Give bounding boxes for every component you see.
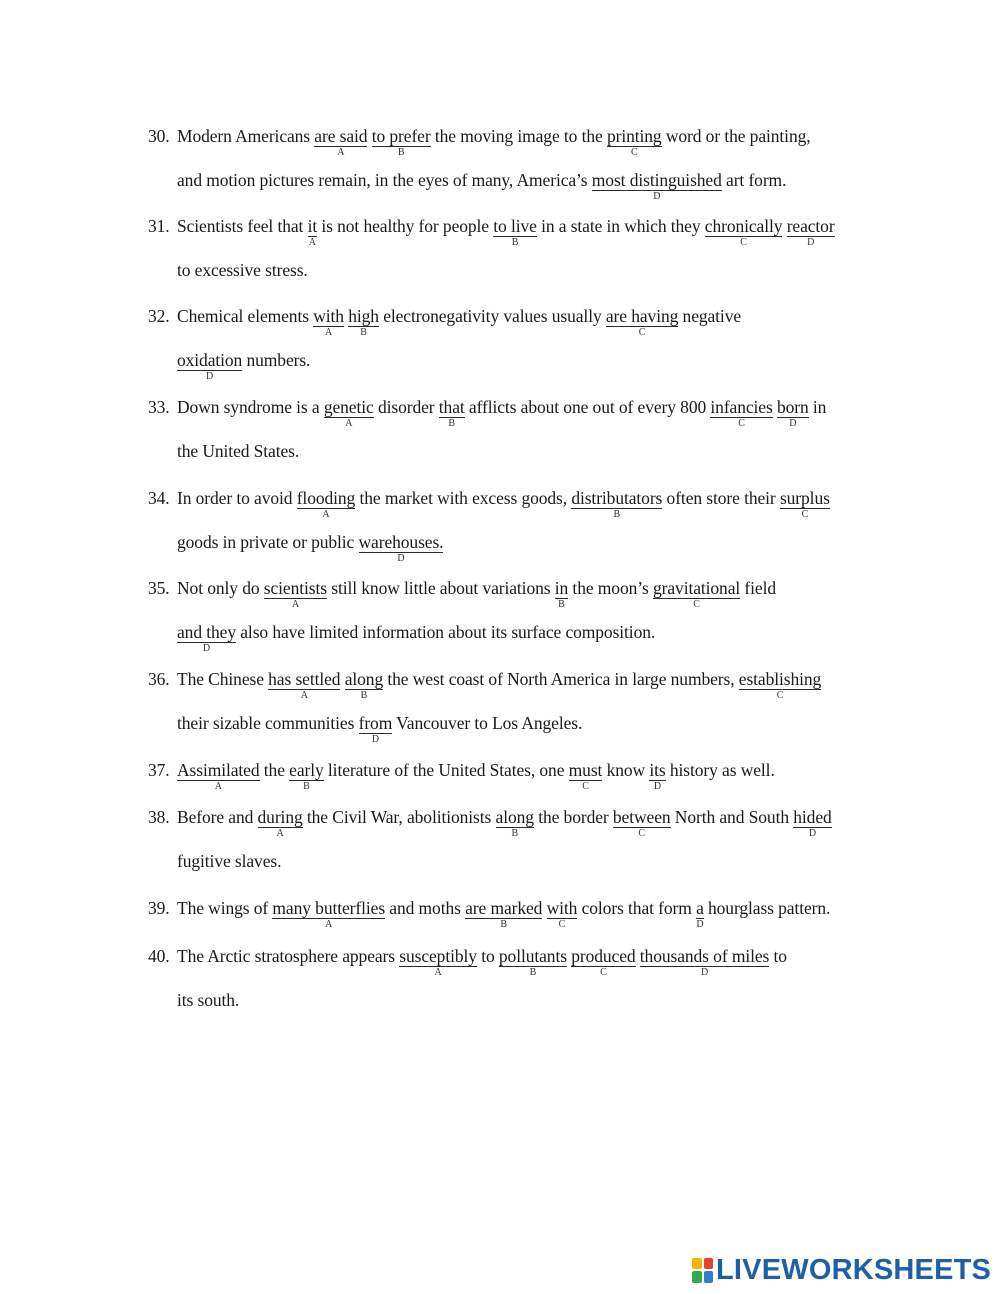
question-text: afflicts about one out of every 800 xyxy=(464,397,711,417)
question-text: North and South xyxy=(670,807,794,827)
option-text: genetic xyxy=(323,397,374,417)
question-line xyxy=(148,669,918,713)
question-number: 31. xyxy=(148,216,170,236)
question-line xyxy=(148,170,918,214)
question-39 xyxy=(148,898,918,942)
option-text: from xyxy=(358,713,393,733)
question-number: 33. xyxy=(148,397,170,417)
option-text: warehouses. xyxy=(358,532,444,552)
question-line xyxy=(148,578,918,622)
option-text: along xyxy=(495,807,534,827)
option-letter: A xyxy=(291,599,299,610)
question-number: 30. xyxy=(148,126,170,146)
question-37 xyxy=(148,760,918,804)
option-text: it xyxy=(307,216,318,236)
option-text: thousands of miles xyxy=(639,946,770,966)
answer-option-a[interactable] xyxy=(272,898,386,930)
question-text: in xyxy=(808,397,827,417)
option-text: a xyxy=(696,898,704,918)
question-text: to xyxy=(769,946,787,966)
option-letter: D xyxy=(371,734,379,745)
option-letter: B xyxy=(360,690,368,701)
question-line xyxy=(148,713,918,757)
question-text: to xyxy=(476,946,499,966)
answer-option-a[interactable] xyxy=(177,760,260,792)
option-letter: A xyxy=(308,237,316,248)
answer-option-a[interactable] xyxy=(296,488,356,520)
question-text: the moon’s xyxy=(568,578,653,598)
question-text: know xyxy=(602,760,650,780)
option-letter: D xyxy=(653,191,661,202)
option-text: are marked xyxy=(465,898,543,918)
question-30 xyxy=(148,126,918,214)
question-40 xyxy=(148,946,918,1034)
option-text: produced xyxy=(571,946,636,966)
question-text: Modern Americans xyxy=(177,126,315,146)
answer-option-a[interactable] xyxy=(268,669,341,701)
option-letter: C xyxy=(638,828,645,839)
question-number: 35. xyxy=(148,578,170,598)
question-text: The Chinese xyxy=(177,669,269,689)
answer-option-b[interactable] xyxy=(495,807,534,839)
question-line xyxy=(148,898,918,942)
question-text: Not only do xyxy=(177,578,264,598)
option-letter: B xyxy=(500,919,507,930)
answer-option-c[interactable] xyxy=(704,216,783,248)
question-text: the United States. xyxy=(177,441,300,461)
option-text: with xyxy=(313,306,344,326)
answer-option-b[interactable] xyxy=(465,898,543,930)
question-text: and moths xyxy=(385,898,466,918)
answer-option-b[interactable] xyxy=(554,578,569,610)
option-letter: A xyxy=(325,919,333,930)
answer-option-b[interactable] xyxy=(371,126,431,158)
answer-option-d[interactable] xyxy=(793,807,832,839)
question-text: In order to avoid xyxy=(177,488,297,508)
question-text: Chemical elements xyxy=(177,306,314,326)
option-letter: A xyxy=(325,327,333,338)
question-text: the market with excess goods, xyxy=(355,488,572,508)
option-text: with xyxy=(546,898,578,918)
option-text: scientists xyxy=(263,578,327,598)
question-text: goods in private or public xyxy=(177,532,359,552)
question-text: and motion pictures remain, in the eyes of many, America’s xyxy=(177,170,592,190)
question-text: in a state in which they xyxy=(536,216,705,236)
option-letter: C xyxy=(558,919,566,930)
question-text: fugitive slaves. xyxy=(177,851,282,871)
question-32 xyxy=(148,306,918,394)
answer-option-a[interactable] xyxy=(323,397,374,429)
question-line xyxy=(148,216,918,260)
answer-option-d[interactable] xyxy=(786,216,835,248)
option-text: are having xyxy=(605,306,679,326)
question-text: the west coast of North America in large numbers, xyxy=(383,669,739,689)
option-letter: B xyxy=(303,781,310,792)
question-text: the xyxy=(259,760,290,780)
option-letter: A xyxy=(322,509,330,520)
answer-option-c[interactable] xyxy=(738,669,822,701)
answer-option-b[interactable] xyxy=(571,488,663,520)
option-text: most distinguished xyxy=(591,170,722,190)
question-text: to excessive stress. xyxy=(177,260,308,280)
option-letter: B xyxy=(558,599,565,610)
option-text: chronically xyxy=(704,216,783,236)
question-text: negative xyxy=(678,306,742,326)
answer-option-d[interactable] xyxy=(776,397,809,429)
question-34 xyxy=(148,488,918,576)
answer-option-a[interactable] xyxy=(257,807,303,839)
option-letter: D xyxy=(696,919,704,930)
option-letter: D xyxy=(202,643,211,654)
answer-option-c[interactable] xyxy=(606,126,662,158)
question-line xyxy=(148,488,918,532)
option-letter: B xyxy=(360,327,367,338)
option-text: gravitational xyxy=(653,578,741,598)
answer-option-c[interactable] xyxy=(571,946,636,978)
question-number: 40. xyxy=(148,946,170,966)
answer-option-c[interactable] xyxy=(605,306,679,338)
question-text: is not healthy for people xyxy=(317,216,494,236)
answer-option-b[interactable] xyxy=(348,306,379,338)
option-text: infancies xyxy=(710,397,773,417)
option-text: establishing xyxy=(738,669,822,689)
option-letter: C xyxy=(801,509,809,520)
option-letter: C xyxy=(638,327,646,338)
option-letter: D xyxy=(653,781,662,792)
option-letter: C xyxy=(600,967,607,978)
option-text: distributators xyxy=(571,488,663,508)
question-35 xyxy=(148,578,918,666)
question-line xyxy=(148,990,918,1034)
option-letter: C xyxy=(738,418,745,429)
option-text: early xyxy=(289,760,324,780)
answer-option-d[interactable] xyxy=(358,532,444,564)
answer-option-d[interactable] xyxy=(696,898,704,930)
option-letter: B xyxy=(448,418,455,429)
answer-option-c[interactable] xyxy=(779,488,830,520)
option-text: and they xyxy=(177,622,236,642)
liveworksheets-watermark xyxy=(692,1253,991,1287)
option-text: during xyxy=(257,807,303,827)
answer-option-d[interactable] xyxy=(591,170,722,202)
question-line xyxy=(148,350,918,394)
question-text: the Civil War, abolitionists xyxy=(302,807,496,827)
question-line xyxy=(148,851,918,895)
question-text: literature of the United States, one xyxy=(323,760,569,780)
option-letter: C xyxy=(776,690,784,701)
option-letter: B xyxy=(511,828,519,839)
option-text: must xyxy=(568,760,603,780)
answer-option-c[interactable] xyxy=(612,807,671,839)
question-text: often store their xyxy=(662,488,780,508)
question-text: its south. xyxy=(177,990,240,1010)
question-text: Vancouver to Los Angeles. xyxy=(392,713,583,733)
option-letter: D xyxy=(700,967,709,978)
question-number: 38. xyxy=(148,807,170,827)
option-text: born xyxy=(776,397,809,417)
answer-option-c[interactable] xyxy=(653,578,741,610)
question-33 xyxy=(148,397,918,485)
option-text: between xyxy=(612,807,671,827)
question-line xyxy=(148,622,918,666)
question-text: their sizable communities xyxy=(177,713,359,733)
question-line xyxy=(148,946,918,990)
answer-option-c[interactable] xyxy=(710,397,773,429)
option-text: reactor xyxy=(786,216,835,236)
option-letter: B xyxy=(613,509,621,520)
option-text: flooding xyxy=(296,488,356,508)
question-line xyxy=(148,260,918,304)
option-text: surplus xyxy=(779,488,830,508)
option-letter: C xyxy=(740,237,747,248)
answer-option-d[interactable] xyxy=(177,350,243,382)
question-line xyxy=(148,441,918,485)
option-text: susceptibly xyxy=(399,946,477,966)
question-text: field xyxy=(740,578,776,598)
option-letter: C xyxy=(582,781,589,792)
answer-option-b[interactable] xyxy=(493,216,537,248)
question-36 xyxy=(148,669,918,757)
answer-option-b[interactable] xyxy=(498,946,567,978)
question-number: 39. xyxy=(148,898,170,918)
option-letter: A xyxy=(345,418,353,429)
option-text: that xyxy=(438,397,465,417)
watermark-text: LIVEWORKSHEETS xyxy=(716,1253,992,1286)
question-text: art form. xyxy=(721,170,787,190)
option-letter: A xyxy=(214,781,222,792)
option-letter: D xyxy=(807,237,815,248)
question-text: Before and xyxy=(177,807,258,827)
option-letter: D xyxy=(808,828,817,839)
question-31 xyxy=(148,216,918,304)
option-text: to live xyxy=(493,216,537,236)
question-text: disorder xyxy=(373,397,439,417)
option-letter: C xyxy=(630,147,638,158)
question-text: Down syndrome is a xyxy=(177,397,324,417)
answer-option-d[interactable] xyxy=(639,946,770,978)
question-text: numbers. xyxy=(242,350,311,370)
option-text: many butterflies xyxy=(272,898,386,918)
answer-option-b[interactable] xyxy=(344,669,384,701)
answer-option-a[interactable] xyxy=(399,946,477,978)
question-text: word or the painting, xyxy=(661,126,811,146)
answer-option-c[interactable] xyxy=(546,898,578,930)
answer-option-d[interactable] xyxy=(649,760,666,792)
answer-option-b[interactable] xyxy=(289,760,324,792)
question-text: The Arctic stratosphere appears xyxy=(177,946,400,966)
question-number: 36. xyxy=(148,669,170,689)
question-text: history as well. xyxy=(665,760,775,780)
option-letter: A xyxy=(434,967,442,978)
option-text: are said xyxy=(314,126,368,146)
question-text: electronegativity values usually xyxy=(378,306,606,326)
option-text: Assimilated xyxy=(177,760,260,780)
option-text: hided xyxy=(793,807,832,827)
question-text: The wings of xyxy=(177,898,273,918)
liveworksheets-logo-icon xyxy=(692,1258,713,1283)
question-line xyxy=(148,306,918,350)
question-number: 37. xyxy=(148,760,170,780)
option-letter: B xyxy=(529,967,537,978)
question-line xyxy=(148,532,918,576)
option-letter: D xyxy=(789,418,797,429)
option-letter: A xyxy=(276,828,284,839)
option-letter: D xyxy=(397,553,405,564)
question-line xyxy=(148,807,918,851)
question-text: the moving image to the xyxy=(430,126,607,146)
question-line xyxy=(148,397,918,441)
question-text: also have limited information about its surface composition. xyxy=(235,622,656,642)
option-text: in xyxy=(554,578,569,598)
question-38 xyxy=(148,807,918,895)
answer-option-d[interactable] xyxy=(358,713,393,745)
question-text: hourglass pattern. xyxy=(703,898,831,918)
option-letter: A xyxy=(337,147,345,158)
answer-option-a[interactable] xyxy=(313,306,344,338)
answer-option-a[interactable] xyxy=(314,126,368,158)
option-text: oxidation xyxy=(177,350,243,370)
question-text: Scientists feel that xyxy=(177,216,308,236)
option-text: to prefer xyxy=(371,126,431,146)
answer-option-d[interactable] xyxy=(177,622,236,654)
option-letter: A xyxy=(300,690,308,701)
option-text: printing xyxy=(606,126,662,146)
option-letter: C xyxy=(693,599,700,610)
answer-option-b[interactable] xyxy=(438,397,465,429)
answer-option-c[interactable] xyxy=(568,760,603,792)
option-text: its xyxy=(649,760,666,780)
answer-option-a[interactable] xyxy=(263,578,327,610)
option-letter: B xyxy=(511,237,519,248)
question-line xyxy=(148,126,918,170)
option-letter: B xyxy=(397,147,405,158)
question-text: colors that form xyxy=(577,898,697,918)
question-text: still know little about variations xyxy=(326,578,555,598)
option-text: along xyxy=(344,669,384,689)
question-line xyxy=(148,760,918,804)
question-text: the border xyxy=(533,807,613,827)
option-text: high xyxy=(348,306,379,326)
question-number: 32. xyxy=(148,306,170,326)
option-text: has settled xyxy=(268,669,341,689)
option-letter: D xyxy=(206,371,214,382)
answer-option-a[interactable] xyxy=(307,216,318,248)
question-number: 34. xyxy=(148,488,170,508)
option-text: pollutants xyxy=(498,946,567,966)
